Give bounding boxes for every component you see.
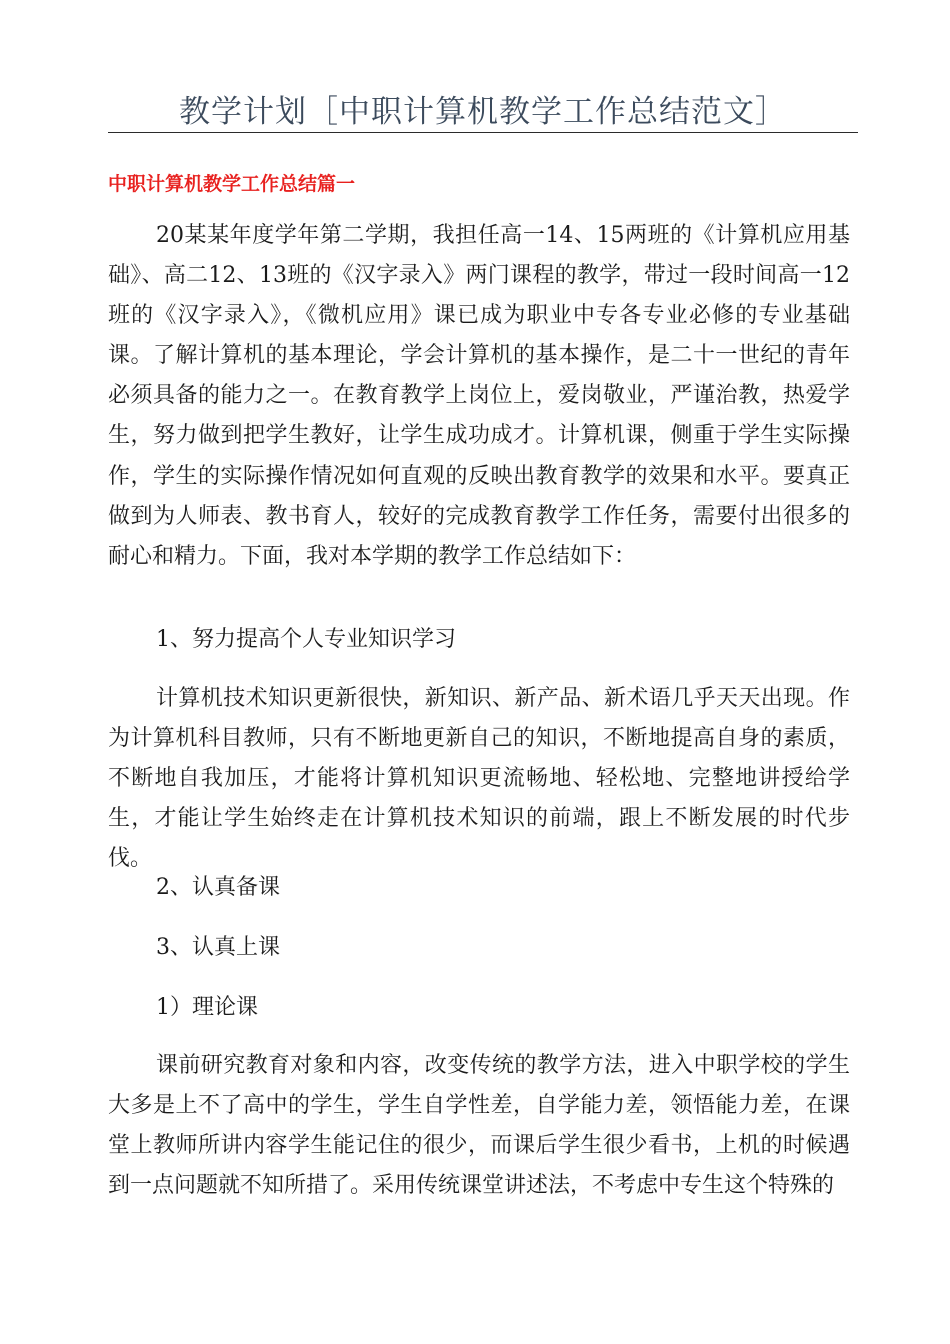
list-item-1: 1、努力提高个人专业知识学习 [156,627,456,652]
document-title: 教学计划［中职计算机教学工作总结范文］ [179,94,787,130]
title-underline [108,132,858,133]
paragraph-knowledge: 计算机技术知识更新很快，新知识、新产品、新术语几乎天天出现。作为计算机科目教师，只有不断地更新自己的知识，不断地提高自身的素质，不断地自我加压，才能将计算机知识更流畅地、轻松地、完整地讲授给学生，才能让学生始终走在计算机技术知识的前端，跟上不断发展的时代步伐。 [108,686,850,872]
list-item-2: 2、认真备课 [156,875,280,900]
list-item-3: 3、认真上课 [156,935,280,960]
paragraph-intro: 20某某年度学年第二学期，我担任高一14、15两班的《计算机应用基础》、高二12、13班的《汉字录入》两门课程的教学，带过一段时间高一12班的《汉字录入》，《微机应用》课已成为职业中专各专业必修的专业基础课。了解计算机的基本理论，学会计算机的基本操作，是二十一世纪的青年必须具备的能力之一。在教育教学上岗位上，爱岗敬业，严谨治教，热爱学生，努力做到把学生教好，让学生成功成才。计算机课，侧重于学生实际操作，学生的实际操作情况如何直观的反映出教育教学的效果和水平。要真正做到为人师表、教书育人，较好的完成教育教学工作任务，需要付出很多的耐心和精力。下面，我对本学期的教学工作总结如下： [108,223,850,569]
section-heading: 中职计算机教学工作总结篇一 [108,173,356,195]
paragraph-theory: 课前研究教育对象和内容，改变传统的教学方法，进入中职学校的学生大多是上不了高中的学生，学生自学性差，自学能力差，领悟能力差，在课堂上教师所讲内容学生能记住的很少，而课后学生很少看书，上机的时候遇到一点问题就不知所措了。采用传统课堂讲述法，不考虑中专生这个特殊的 [108,1053,850,1199]
list-item-4: 1）理论课 [156,995,258,1020]
